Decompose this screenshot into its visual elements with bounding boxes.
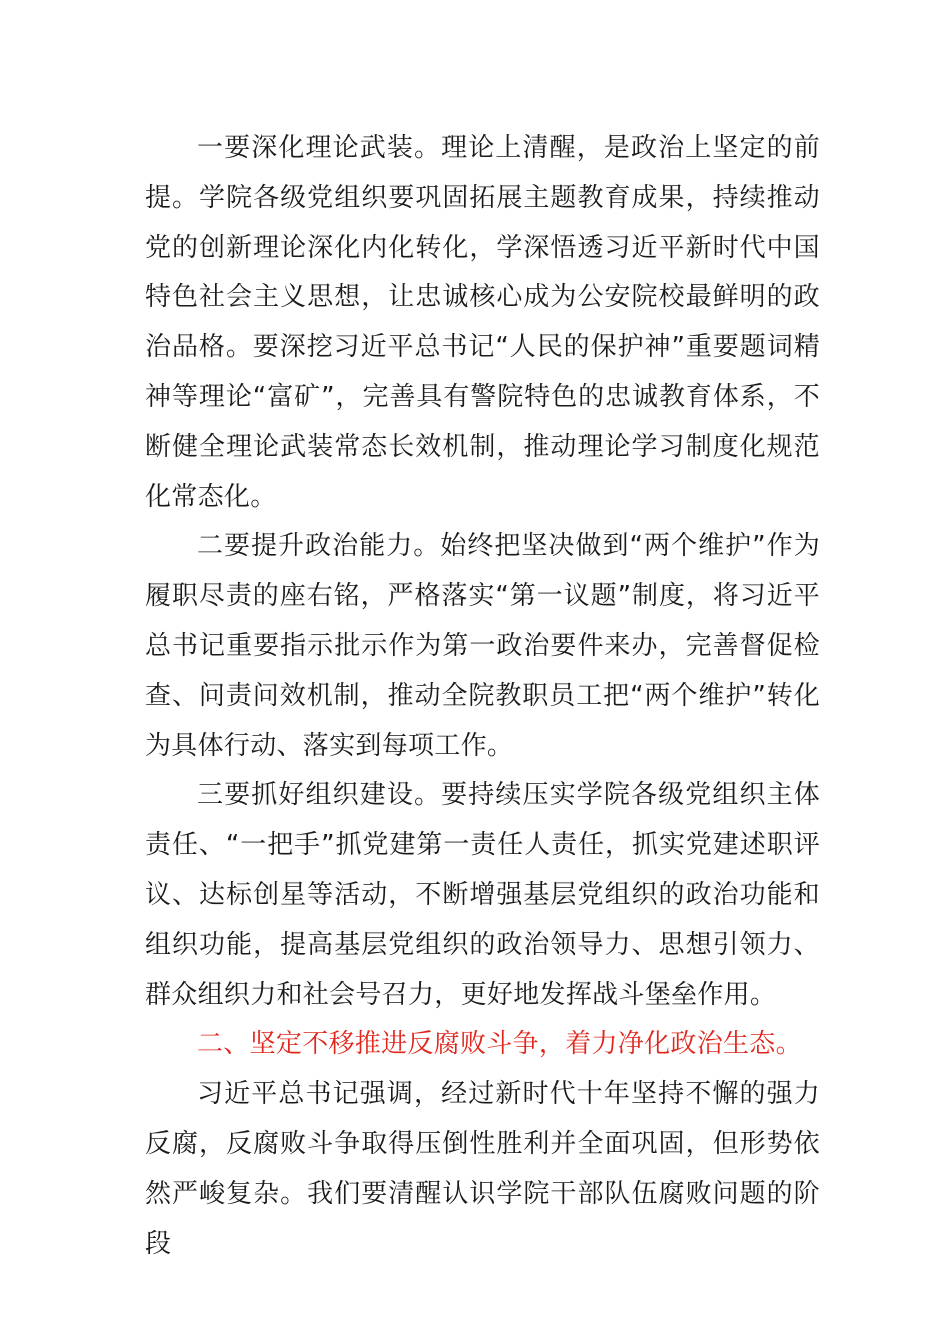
paragraph-anti-corruption-intro: 习近平总书记强调，经过新时代十年坚持不懈的强力反腐，反腐败斗争取得压倒性胜利并全面巩固，但形势依然严峻复杂。我们要清醒认识学院干部队伍腐败问题的阶段 bbox=[145, 1079, 820, 1259]
section-heading-anti-corruption: 二、坚定不移推进反腐败斗争，着力净化政治生态。 bbox=[197, 1029, 802, 1060]
paragraph-theory-arming: 一要深化理论武装。理论上清醒，是政治上坚定的前提。学院各级党组织要巩固拓展主题教育成果，持续推动党的创新理论深化内化转化，学深悟透习近平新时代中国特色社会主义思想，让忠诚核心成为公安院校最鲜明的政治品格。要深挖习近平总书记“人民的保护神”重要题词精神等理论“富矿”，完善具有警院特色的忠诚教育体系，不断健全理论武装常态长效机制，推动理论学习制度化规范化常态化。 bbox=[145, 133, 820, 512]
document-body bbox=[145, 124, 820, 1269]
paragraph-organization-building: 三要抓好组织建设。要持续压实学院各级党组织主体责任、“一把手”抓党建第一责任人责任，抓实党建述职评议、达标创星等活动，不断增强基层党组织的政治功能和组织功能，提高基层党组织的政治领导力、思想引领力、群众组织力和社会号召力，更好地发挥战斗堡垒作用。 bbox=[145, 780, 820, 1010]
paragraph-political-ability: 二要提升政治能力。始终把坚决做到“两个维护”作为履职尽责的座右铭，严格落实“第一议题”制度，将习近平总书记重要指示批示作为第一政治要件来办，完善督促检查、问责问效机制，推动全院教职员工把“两个维护”转化为具体行动、落实到每项工作。 bbox=[145, 531, 820, 761]
